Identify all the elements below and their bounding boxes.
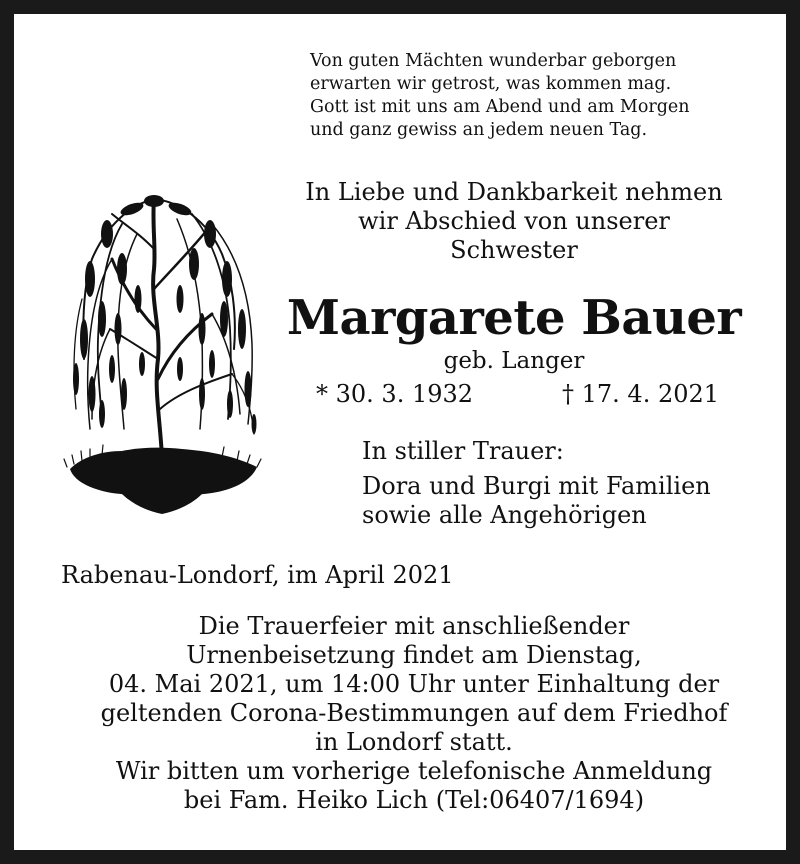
ceremony-line: bei Fam. Heiko Lich (Tel:06407/1694) bbox=[183, 786, 645, 814]
intro-line: wir Abschied von unserer bbox=[358, 207, 670, 235]
ceremony-line: 04. Mai 2021, um 14:00 Uhr unter Einhaltung der bbox=[108, 670, 720, 698]
death-date: † 17. 4. 2021 bbox=[562, 380, 720, 408]
poem-line: und ganz gewiss an jedem neuen Tag. bbox=[310, 120, 648, 140]
ceremony-line: Urnenbeisetzung findet am Dienstag, bbox=[186, 641, 642, 669]
ceremony-line: in Londorf statt. bbox=[315, 728, 513, 756]
place-and-date: Rabenau-Londorf, im April 2021 bbox=[61, 561, 454, 589]
mourners-line: Dora und Burgi mit Familien bbox=[362, 472, 711, 500]
ceremony-details bbox=[28, 612, 800, 815]
poem-line: Von guten Mächten wunderbar geborgen bbox=[310, 51, 677, 71]
deceased-name: Margarete Bauer bbox=[286, 290, 742, 346]
ceremony-line: Wir bitten um vorherige telefonische Anmeldung bbox=[115, 757, 713, 785]
birth-name: geb. Langer bbox=[443, 348, 585, 374]
intro-line: Schwester bbox=[450, 236, 578, 264]
mourners-line: sowie alle Angehörigen bbox=[362, 501, 647, 529]
birth-date: * 30. 3. 1932 bbox=[316, 380, 474, 408]
poem-line: Gott ist mit uns am Abend und am Morgen bbox=[310, 97, 690, 117]
obituary-notice bbox=[14, 14, 786, 850]
ceremony-line: Die Trauerfeier mit anschließender bbox=[198, 612, 630, 640]
mourners-block bbox=[362, 437, 711, 530]
mourners-heading: In stiller Trauer: bbox=[362, 437, 564, 465]
ceremony-line: geltenden Corona-Bestimmungen auf dem Friedhof bbox=[100, 699, 728, 727]
farewell-intro bbox=[264, 178, 764, 265]
weeping-willow-icon bbox=[62, 179, 267, 524]
intro-line: In Liebe und Dankbarkeit nehmen bbox=[305, 178, 723, 206]
poem-line: erwarten wir getrost, was kommen mag. bbox=[310, 74, 672, 94]
poem-verse bbox=[310, 50, 690, 142]
